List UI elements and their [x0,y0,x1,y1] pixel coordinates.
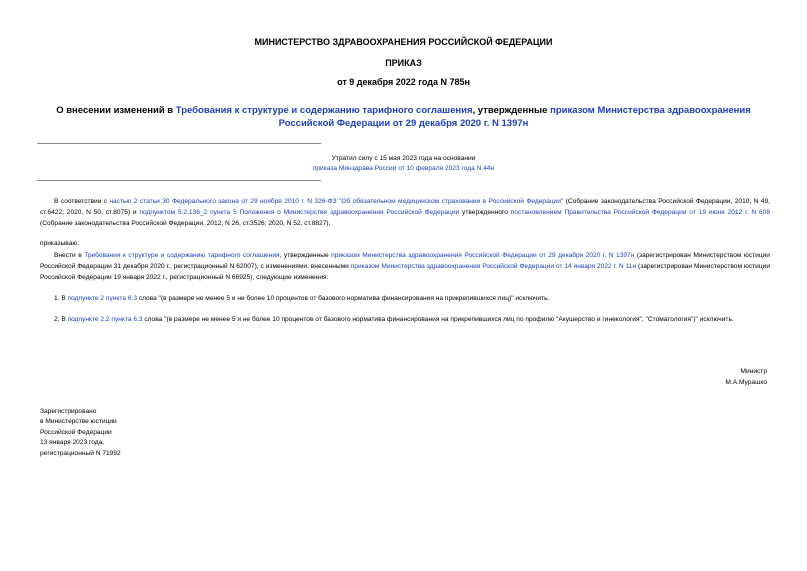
federal-law-326-link[interactable]: частью 2 статьи 30 Федерального закона от 29 ноября 2010 г. N 326-ФЗ "Об обязательном медицинском страховании в Российской Федерации" [109,198,564,205]
paragraph-text: (Собрание законодательства Российской Федерации, 2010, N 49, ст.6422; 2020, N 50, ст.8075) и [40,198,771,216]
subject-text: , утвержденные [472,105,551,116]
requirements-link[interactable]: Требования к структуре и содержанию тарифного соглашения [175,105,473,116]
preamble-paragraph [40,197,770,229]
amendment-paragraph [40,251,770,283]
repeal-note-link-line [40,164,767,174]
paragraph-text: утвержденного [459,208,511,216]
paragraph-text: , утвержденные [279,252,332,259]
item-text: слова "(в размере не менее 5 и не более 10 процентов от базового норматива финансирования на прикрепившихся лиц)" исключить. [137,295,550,302]
requirements-link[interactable]: Требования к структуре и содержанию тарифного соглашения [84,252,280,259]
order-1397n-link[interactable]: приказом Министерства здравоохранения Российской Федерации от 29 декабря 2020 г. N 1397н [331,252,635,259]
government-decree-608-link[interactable]: постановлением Правительства Российской Федерации от 19 июня 2012 г. N 608 [510,208,771,216]
separator-line [37,143,321,144]
order-1397n-link[interactable]: приказом Министерства здравоохранения Российской Федерации от 29 декабря 2020 г. N 1397н [278,105,751,129]
paragraph-text: (зарегистрирован Министерством юстиции Российской Федерации 31 декабря 2020 г., регистрационный N 62007), с изменениями, внесенными [40,252,770,270]
subparagraph-2-2-link[interactable]: подпункте 2.2 пункта 6.3 [67,316,143,323]
order-44n-link[interactable]: приказа Минздрава России от 10 февраля 2023 года N 44н [312,165,495,172]
item-text: 2. В [54,316,68,323]
repeal-note: Утратил силу с 15 мая 2023 года на основании [331,155,476,162]
order-date-number: от 9 декабря 2022 года N 785н [337,77,470,87]
order-subject [40,104,767,130]
subparagraph-2-link[interactable]: подпункте 2 пункта 6.3 [67,295,137,302]
order-11n-link[interactable]: приказом Министерства здравоохранения Российской Федерации от 14 января 2022 г. N 11н [350,262,637,270]
signature-block [725,367,767,389]
amendment-item-1 [40,294,770,305]
subject-text: О внесении изменений в [56,105,176,116]
registration-line: Зарегистрировано [40,408,97,415]
ministry-heading: МИНИСТЕРСТВО ЗДРАВООХРАНЕНИЯ РОССИЙСКОЙ ФЕДЕРАЦИИ [254,37,553,47]
separator-line [37,180,321,181]
regulation-subparagraph-link[interactable]: подпунктом 5.2.136_2 пункта 5 Положения о Министерстве здравоохранения Российской Федерации [139,208,460,216]
document-type: ПРИКАЗ [385,58,422,68]
paragraph-text: В соответствии с [54,198,110,205]
signatory-title: Министр [740,368,767,375]
paragraph-text: (зарегистрирован Министерством юстиции Российской Федерации 19 января 2022 г., регистрационный N 66925), следующие изменения: [40,262,771,281]
amendment-item-2 [40,315,770,326]
paragraph-text: (Собрание законодательства Российской Федерации, 2012, N 26, ст.3526; 2020, N 52, ст.8827), [40,219,331,227]
item-text: слова "(в размере не менее 5 и не более 10 процентов от базового норматива финансирования на прикрепившихся лиц по профилю "Акушерство и гинекология", "Стоматология")" исключить. [142,316,734,323]
paragraph-text: Внести в [54,252,85,259]
registration-line: Российской Федерации [40,428,112,436]
order-clause: приказываю: [40,240,80,247]
registration-line: 13 января 2023 года, [40,439,105,447]
signatory-name: М.А.Мурашко [725,378,767,386]
item-text: 1. В [54,295,68,302]
registration-block [40,407,121,459]
registration-line: регистрационный N 71992 [40,449,121,457]
registration-line: в Министерстве юстиции [40,418,117,426]
